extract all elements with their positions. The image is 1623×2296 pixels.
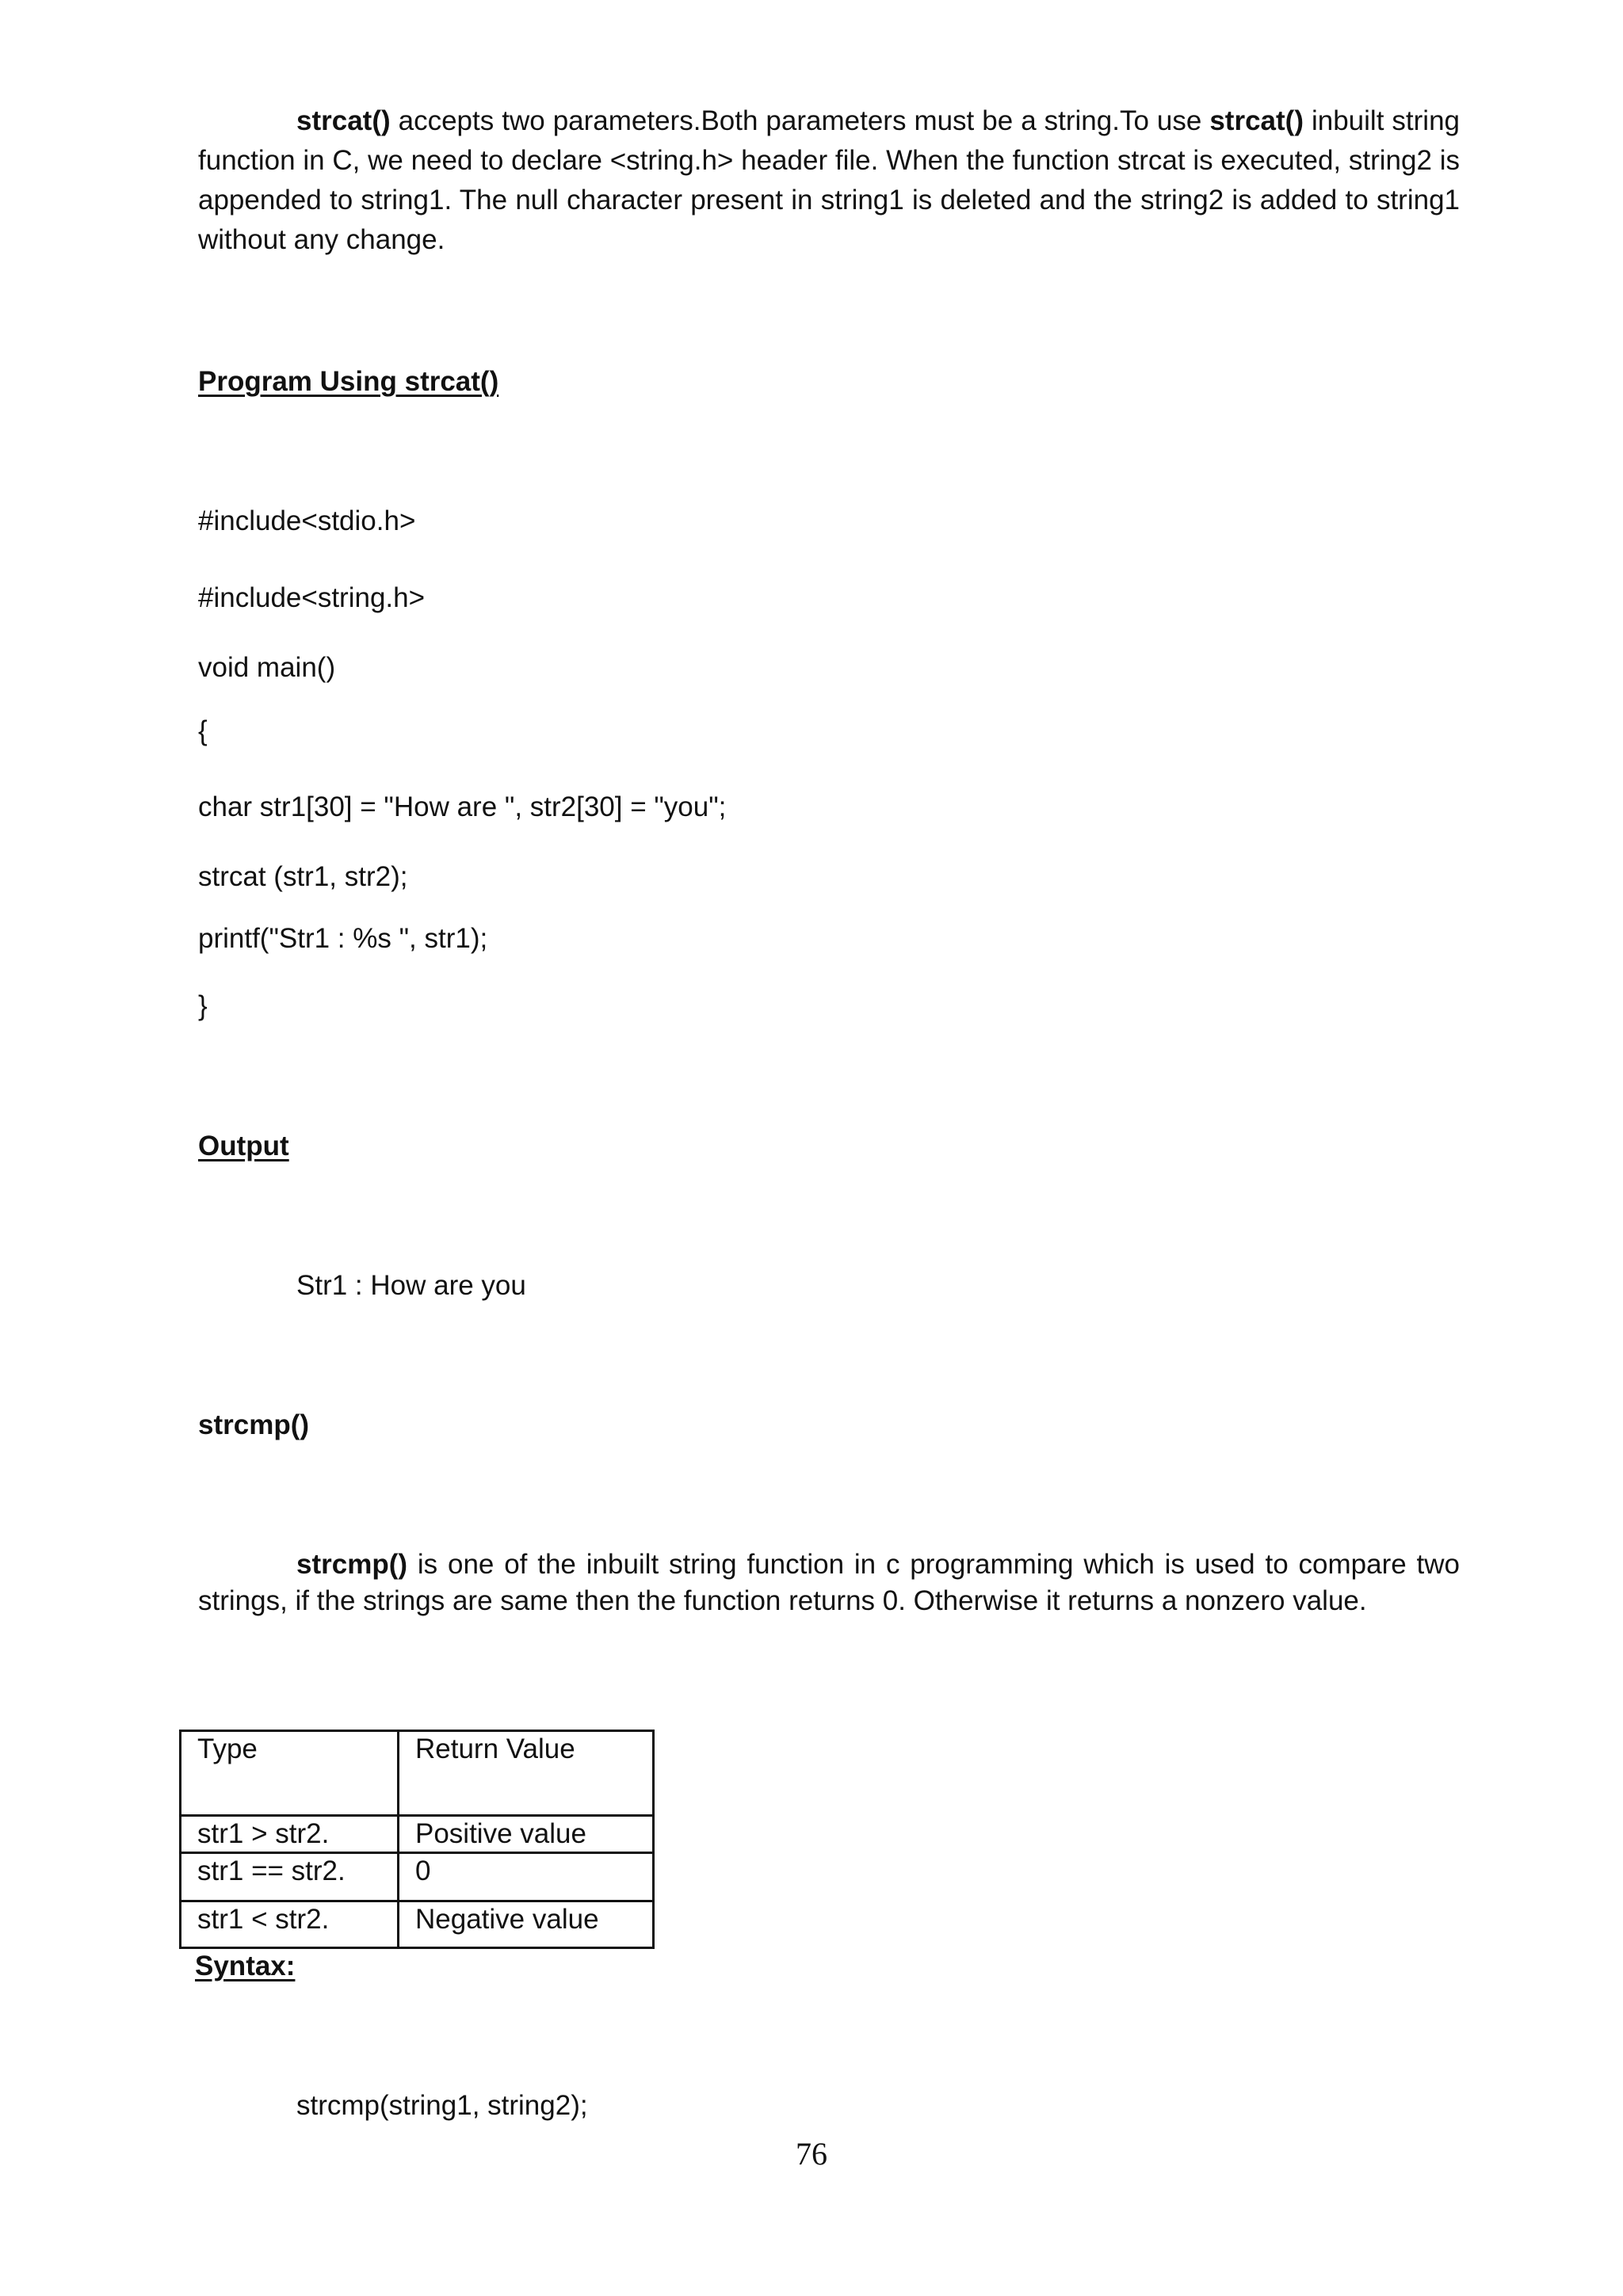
code-line: #include<stdio.h>: [198, 505, 416, 536]
table-cell: Positive value: [399, 1816, 654, 1853]
table-row: [181, 1853, 654, 1901]
table-cell: str1 < str2.: [181, 1901, 399, 1948]
code-line: printf("Str1 : %s ", str1);: [198, 923, 488, 954]
code-line: strcat (str1, str2);: [198, 861, 408, 892]
strcmp-desc-text: is one of the inbuilt string function in c programming which is used to compare two strings, if the strings are same then the function returns 0. Otherwise it returns a nonzero value.: [198, 1549, 1460, 1616]
table-header-row: [181, 1731, 654, 1816]
code-line: void main(): [198, 652, 336, 683]
program-heading: Program Using strcat(): [198, 366, 499, 397]
output-text: Str1 : How are you: [296, 1270, 526, 1301]
output-heading: Output: [198, 1131, 289, 1161]
table-header-cell: Type: [181, 1731, 399, 1816]
table-cell: str1 > str2.: [181, 1816, 399, 1853]
strcmp-heading: strcmp(): [198, 1409, 310, 1440]
return-value-table: [179, 1730, 655, 1949]
code-line: }: [198, 990, 208, 1021]
table-cell: 0: [399, 1853, 654, 1901]
strcmp-description: [198, 1547, 1460, 1619]
strcat-desc-text-1: accepts two parameters.Both parameters must be a string.To use: [390, 105, 1210, 136]
code-line: #include<string.h>: [198, 582, 426, 613]
code-line: char str1[30] = "How are ", str2[30] = "you";: [198, 791, 727, 822]
code-line: {: [198, 715, 208, 746]
table-cell: Negative value: [399, 1901, 654, 1948]
strcat-term: strcat(): [1209, 105, 1304, 136]
strcmp-term: strcmp(): [296, 1549, 408, 1580]
syntax-heading: Syntax:: [195, 1951, 296, 1981]
page-number: 76: [796, 2136, 827, 2172]
table-header-cell: Return Value: [399, 1731, 654, 1816]
table-cell: str1 == str2.: [181, 1853, 399, 1901]
syntax-code: strcmp(string1, string2);: [296, 2090, 588, 2121]
table-row: [181, 1901, 654, 1948]
table-row: [181, 1816, 654, 1853]
strcat-term: strcat(): [296, 105, 391, 136]
strcat-desc-text-2: inbuilt string function in C, we need to declare <string.h> header file. When the function strcat is executed, string2 is appended to string1. The null character present in string1 is deleted and the string2 is added to string1 without any change.: [198, 105, 1461, 255]
strcat-description: [198, 101, 1460, 260]
